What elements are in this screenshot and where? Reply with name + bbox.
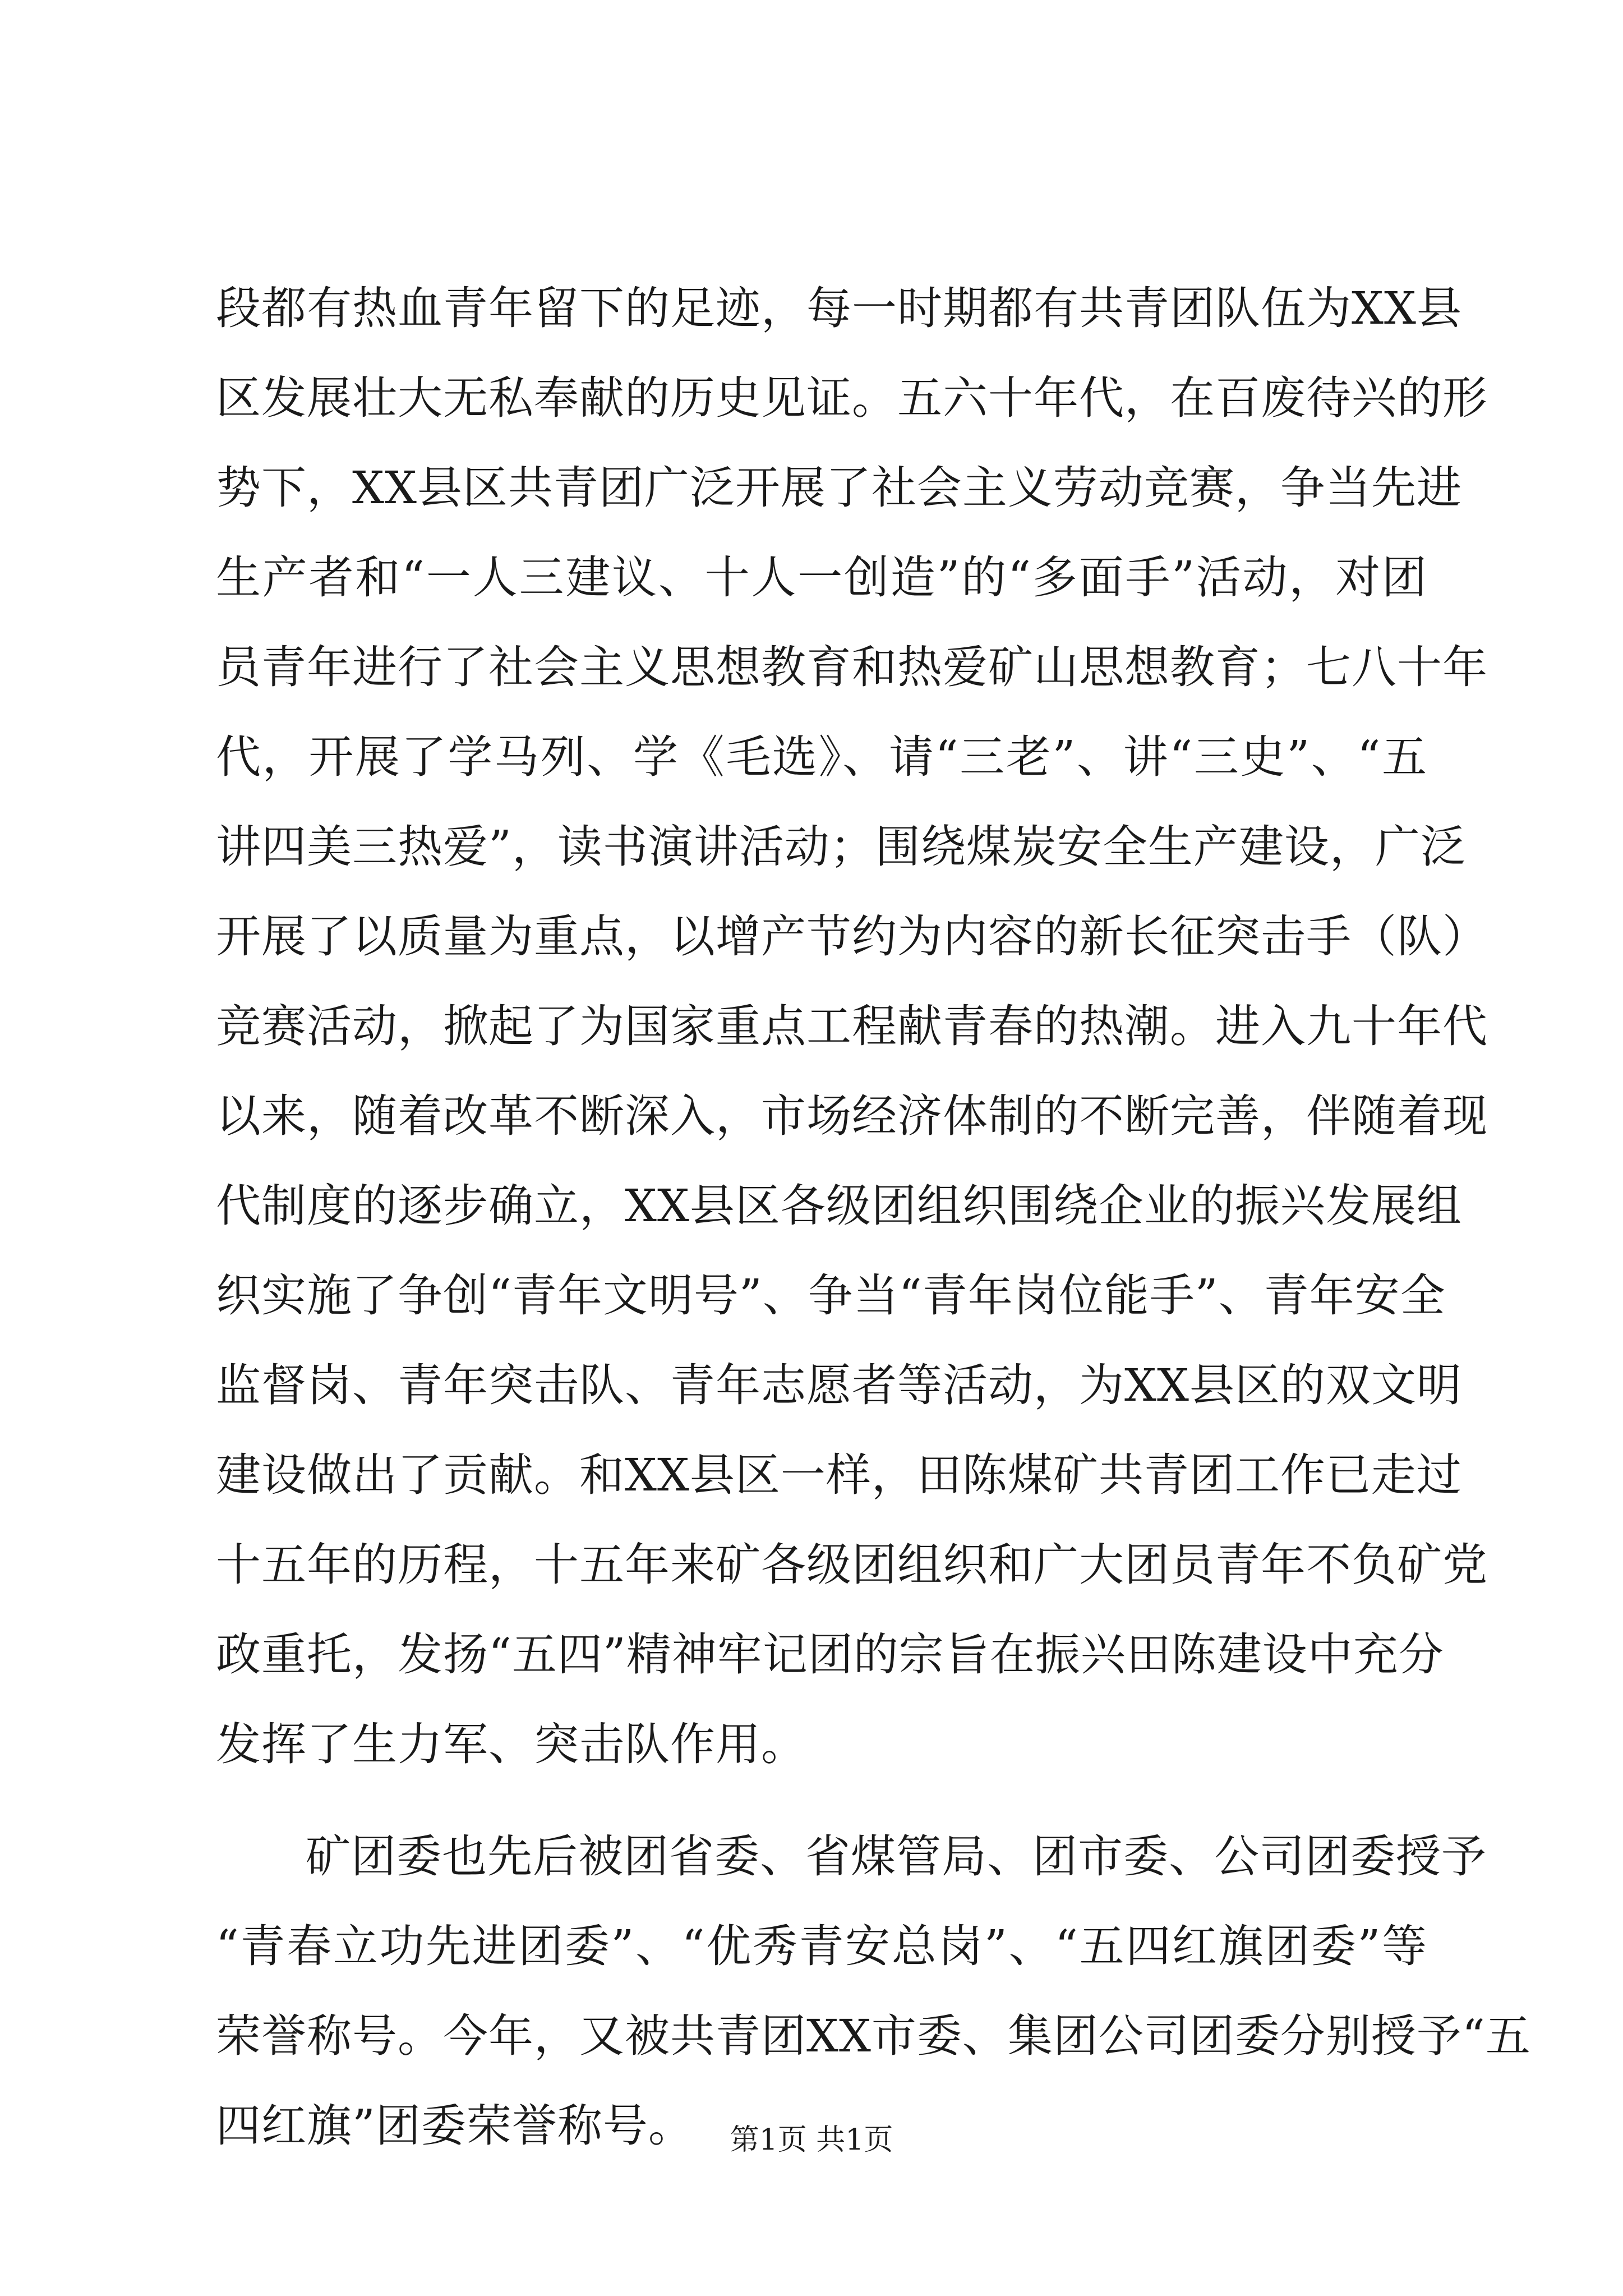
paragraph-1-line-15: 十五年的历程，十五年来矿各级团组织和广大团员青年不负矿党 xyxy=(216,1539,1488,1591)
paragraph-1-line-4: 生产者和“一人三建议、十人一创造”的“多面手”活动，对团 xyxy=(216,551,1427,604)
paragraph-2-line-4: 四红旗”团委荣誉称号。 xyxy=(216,2100,694,2152)
paragraph-1-line-11: 代制度的逐步确立，XX县区各级团组织围绕企业的振兴发展组 xyxy=(216,1180,1462,1232)
paragraph-1-line-3: 势下，XX县区共青团广泛开展了社会主义劳动竞赛，争当先进 xyxy=(216,462,1462,514)
paragraph-1-line-13: 监督岗、青年突击队、青年志愿者等活动，为XX县区的双文明 xyxy=(216,1359,1462,1411)
page-number-footer: 第1页 共1页 xyxy=(730,2123,893,2157)
paragraph-1-line-8: 开展了以质量为重点，以增产节约为内容的新长征突击手（队） xyxy=(216,910,1488,963)
paragraph-1-line-12: 织实施了争创“青年文明号”、争当“青年岗位能手”、青年安全 xyxy=(216,1269,1446,1322)
paragraph-2-line-3: 荣誉称号。今年，又被共青团XX市委、集团公司团委分别授予“五 xyxy=(216,2010,1531,2062)
paragraph-2-line-2: “青春立功先进团委”、“优秀青安总岗”、“五四红旗团委”等 xyxy=(216,1920,1427,1972)
paragraph-1-line-17: 发挥了生力军、突击队作用。 xyxy=(216,1718,806,1770)
paragraph-2-line-1: 矿团委也先后被团省委、省煤管局、团市委、公司团委授予 xyxy=(306,1830,1487,1883)
paragraph-1-line-1: 段都有热血青年留下的足迹，每一时期都有共青团队伍为XX县 xyxy=(216,282,1462,334)
paragraph-1-line-14: 建设做出了贡献。和XX县区一样，田陈煤矿共青团工作已走过 xyxy=(216,1449,1462,1501)
paragraph-1-line-2: 区发展壮大无私奉献的历史见证。五六十年代，在百废待兴的形 xyxy=(216,372,1488,424)
paragraph-1-line-7: 讲四美三热爱”，读书演讲活动；围绕煤炭安全生产建设，广泛 xyxy=(216,821,1466,873)
paragraph-1-line-5: 员青年进行了社会主义思想教育和热爱矿山思想教育；七八十年 xyxy=(216,641,1488,693)
document-body xyxy=(216,264,1531,2171)
paragraph-1-line-6: 代，开展了学马列、学《毛选》、请“三老”、讲“三史”、“五 xyxy=(216,731,1427,783)
paragraph-1-line-10: 以来，随着改革不断深入，市场经济体制的不断完善，伴随着现 xyxy=(216,1090,1488,1142)
paragraph-1-line-9: 竞赛活动，掀起了为国家重点工程献青春的热潮。进入九十年代 xyxy=(216,1000,1488,1052)
paragraph-1-line-16: 政重托，发扬“五四”精神牢记团的宗旨在振兴田陈建设中充分 xyxy=(216,1628,1444,1681)
